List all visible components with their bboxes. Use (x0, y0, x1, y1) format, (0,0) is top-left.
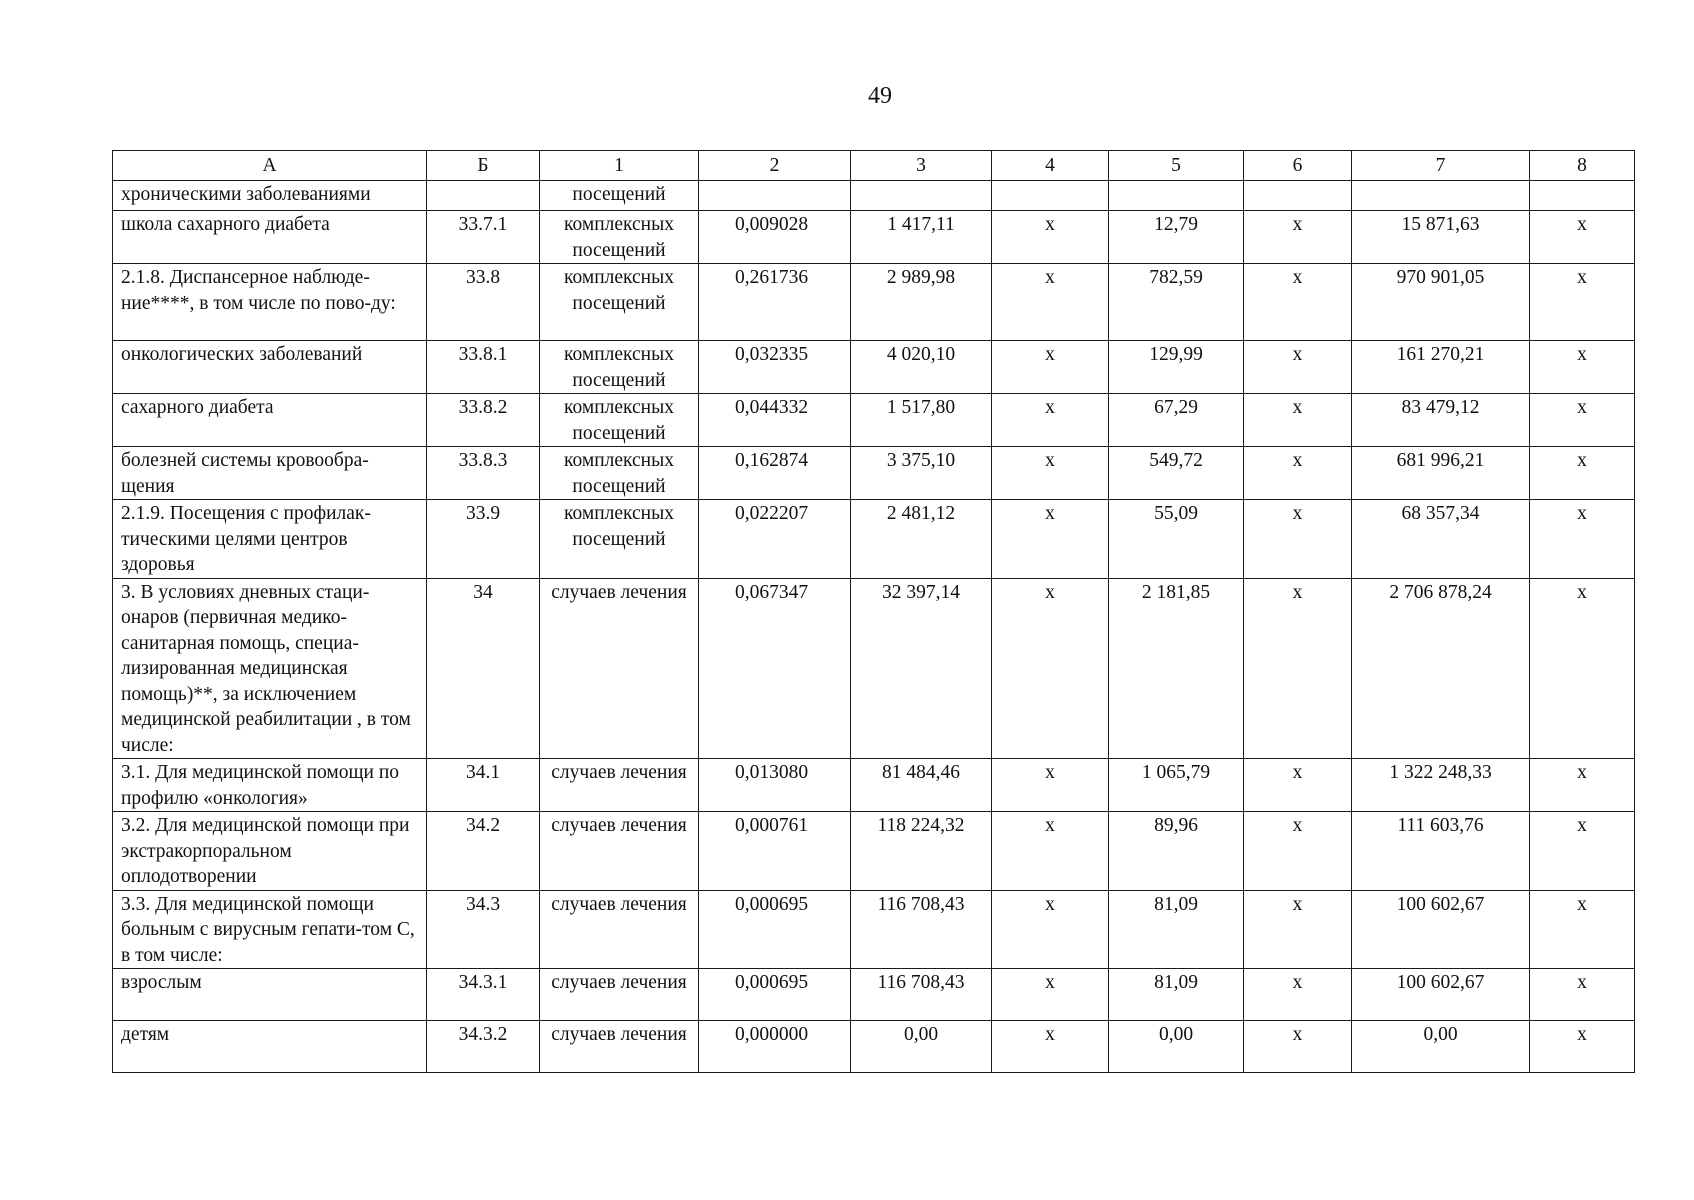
row-col6: х (1244, 264, 1352, 341)
row-col6: х (1244, 341, 1352, 394)
row-label: 2.1.9. Посещения с профилак-тическими целями центров здоровья (113, 500, 427, 579)
row-col6: х (1244, 969, 1352, 1021)
row-col8: х (1530, 341, 1635, 394)
row-col6: х (1244, 500, 1352, 579)
row-label: 3.1. Для медицинской помощи по профилю «онкология» (113, 759, 427, 812)
row-norm: 0,067347 (699, 578, 851, 759)
row-col6: х (1244, 812, 1352, 891)
row-col7: 681 996,21 (1352, 447, 1530, 500)
row-col8: х (1530, 890, 1635, 969)
header-cell: 8 (1530, 151, 1635, 181)
row-col8: х (1530, 447, 1635, 500)
row-col5: 782,59 (1109, 264, 1244, 341)
row-unit: случаев лечения (540, 969, 699, 1021)
row-unit: случаев лечения (540, 812, 699, 891)
row-col5: 12,79 (1109, 211, 1244, 264)
table-row (113, 447, 1635, 500)
row-col7: 68 357,34 (1352, 500, 1530, 579)
row-code: 34 (427, 578, 540, 759)
row-col7 (1352, 181, 1530, 211)
row-cost: 116 708,43 (851, 890, 992, 969)
row-norm: 0,000761 (699, 812, 851, 891)
row-col4: х (992, 812, 1109, 891)
row-col5: 2 181,85 (1109, 578, 1244, 759)
row-cost: 2 481,12 (851, 500, 992, 579)
row-label: школа сахарного диабета (113, 211, 427, 264)
header-cell: 4 (992, 151, 1109, 181)
header-cell: Б (427, 151, 540, 181)
row-col5 (1109, 181, 1244, 211)
row-norm: 0,000695 (699, 890, 851, 969)
row-col7: 0,00 (1352, 1021, 1530, 1073)
row-code: 33.9 (427, 500, 540, 579)
row-col7: 100 602,67 (1352, 890, 1530, 969)
row-label: 2.1.8. Диспансерное наблюде-ние****, в том числе по пово-ду: (113, 264, 427, 341)
row-norm: 0,000000 (699, 1021, 851, 1073)
row-cost: 81 484,46 (851, 759, 992, 812)
row-col5: 81,09 (1109, 890, 1244, 969)
header-cell: А (113, 151, 427, 181)
row-col4: х (992, 759, 1109, 812)
row-col6: х (1244, 759, 1352, 812)
row-code: 34.2 (427, 812, 540, 891)
table-row (113, 500, 1635, 579)
row-unit: комплексных посещений (540, 211, 699, 264)
row-label: 3. В условиях дневных стаци-онаров (первичная медико-санитарная помощь, специа-лизированная медицинская помощь)**, за исключением медицинской реабилитации , в том числе: (113, 578, 427, 759)
row-col5: 1 065,79 (1109, 759, 1244, 812)
row-col6: х (1244, 890, 1352, 969)
row-col5: 81,09 (1109, 969, 1244, 1021)
row-col7: 15 871,63 (1352, 211, 1530, 264)
row-col8: х (1530, 812, 1635, 891)
row-code: 34.1 (427, 759, 540, 812)
row-col8: х (1530, 264, 1635, 341)
row-col5: 89,96 (1109, 812, 1244, 891)
row-unit: случаев лечения (540, 1021, 699, 1073)
row-label: 3.3. Для медицинской помощи больным с вирусным гепати-том С, в том числе: (113, 890, 427, 969)
row-col6: х (1244, 1021, 1352, 1073)
header-cell: 7 (1352, 151, 1530, 181)
table-row (113, 264, 1635, 341)
row-code: 33.8.3 (427, 447, 540, 500)
row-col5: 129,99 (1109, 341, 1244, 394)
row-code: 33.8 (427, 264, 540, 341)
row-unit: комплексных посещений (540, 500, 699, 579)
row-code (427, 181, 540, 211)
row-cost: 118 224,32 (851, 812, 992, 891)
table-row (113, 394, 1635, 447)
row-col7: 100 602,67 (1352, 969, 1530, 1021)
row-cost: 32 397,14 (851, 578, 992, 759)
row-label: хроническими заболеваниями (113, 181, 427, 211)
row-unit: комплексных посещений (540, 394, 699, 447)
row-col7: 83 479,12 (1352, 394, 1530, 447)
row-code: 33.8.1 (427, 341, 540, 394)
row-code: 33.8.2 (427, 394, 540, 447)
row-col4: х (992, 264, 1109, 341)
row-col8 (1530, 181, 1635, 211)
row-col5: 0,00 (1109, 1021, 1244, 1073)
row-cost: 0,00 (851, 1021, 992, 1073)
row-code: 33.7.1 (427, 211, 540, 264)
row-col8: х (1530, 578, 1635, 759)
row-col8: х (1530, 500, 1635, 579)
row-norm: 0,022207 (699, 500, 851, 579)
header-row (113, 151, 1635, 181)
row-col7: 111 603,76 (1352, 812, 1530, 891)
row-unit: случаев лечения (540, 578, 699, 759)
row-cost: 4 020,10 (851, 341, 992, 394)
row-norm (699, 181, 851, 211)
row-col6 (1244, 181, 1352, 211)
row-cost: 116 708,43 (851, 969, 992, 1021)
table-row (113, 1021, 1635, 1073)
row-col8: х (1530, 394, 1635, 447)
row-col4: х (992, 890, 1109, 969)
row-col4: х (992, 211, 1109, 264)
row-cost: 2 989,98 (851, 264, 992, 341)
row-cost: 3 375,10 (851, 447, 992, 500)
row-col4 (992, 181, 1109, 211)
row-norm: 0,261736 (699, 264, 851, 341)
header-cell: 2 (699, 151, 851, 181)
row-col6: х (1244, 211, 1352, 264)
row-col7: 1 322 248,33 (1352, 759, 1530, 812)
row-unit: комплексных посещений (540, 264, 699, 341)
row-col8: х (1530, 969, 1635, 1021)
row-cost (851, 181, 992, 211)
table-row (113, 578, 1635, 759)
row-norm: 0,000695 (699, 969, 851, 1021)
row-label: взрослым (113, 969, 427, 1021)
table-row (113, 812, 1635, 891)
header-cell: 6 (1244, 151, 1352, 181)
row-col6: х (1244, 394, 1352, 447)
row-label: сахарного диабета (113, 394, 427, 447)
row-norm: 0,009028 (699, 211, 851, 264)
table-row (113, 759, 1635, 812)
row-norm: 0,013080 (699, 759, 851, 812)
row-unit: посещений (540, 181, 699, 211)
row-unit: случаев лечения (540, 759, 699, 812)
row-label: 3.2. Для медицинской помощи при экстракорпоральном оплодотворении (113, 812, 427, 891)
row-col8: х (1530, 759, 1635, 812)
data-table (112, 150, 1635, 1073)
row-col7: 970 901,05 (1352, 264, 1530, 341)
row-norm: 0,032335 (699, 341, 851, 394)
row-label: болезней системы кровообра-щения (113, 447, 427, 500)
header-cell: 5 (1109, 151, 1244, 181)
table-row (113, 181, 1635, 211)
row-col4: х (992, 341, 1109, 394)
row-col8: х (1530, 1021, 1635, 1073)
row-col4: х (992, 394, 1109, 447)
row-label: детям (113, 1021, 427, 1073)
row-col7: 2 706 878,24 (1352, 578, 1530, 759)
table-row (113, 969, 1635, 1021)
row-cost: 1 517,80 (851, 394, 992, 447)
header-cell: 1 (540, 151, 699, 181)
row-norm: 0,162874 (699, 447, 851, 500)
header-cell: 3 (851, 151, 992, 181)
row-unit: комплексных посещений (540, 447, 699, 500)
row-col4: х (992, 1021, 1109, 1073)
table-row (113, 211, 1635, 264)
row-col8: х (1530, 211, 1635, 264)
row-col5: 67,29 (1109, 394, 1244, 447)
row-col7: 161 270,21 (1352, 341, 1530, 394)
row-unit: комплексных посещений (540, 341, 699, 394)
page-number: 49 (868, 83, 892, 109)
row-col5: 55,09 (1109, 500, 1244, 579)
row-col6: х (1244, 447, 1352, 500)
row-cost: 1 417,11 (851, 211, 992, 264)
row-col4: х (992, 969, 1109, 1021)
row-code: 34.3.1 (427, 969, 540, 1021)
row-label: онкологических заболеваний (113, 341, 427, 394)
row-unit: случаев лечения (540, 890, 699, 969)
table-row (113, 890, 1635, 969)
row-norm: 0,044332 (699, 394, 851, 447)
row-code: 34.3.2 (427, 1021, 540, 1073)
row-col4: х (992, 578, 1109, 759)
row-col4: х (992, 500, 1109, 579)
row-col4: х (992, 447, 1109, 500)
row-code: 34.3 (427, 890, 540, 969)
row-col6: х (1244, 578, 1352, 759)
row-col5: 549,72 (1109, 447, 1244, 500)
table-row (113, 341, 1635, 394)
